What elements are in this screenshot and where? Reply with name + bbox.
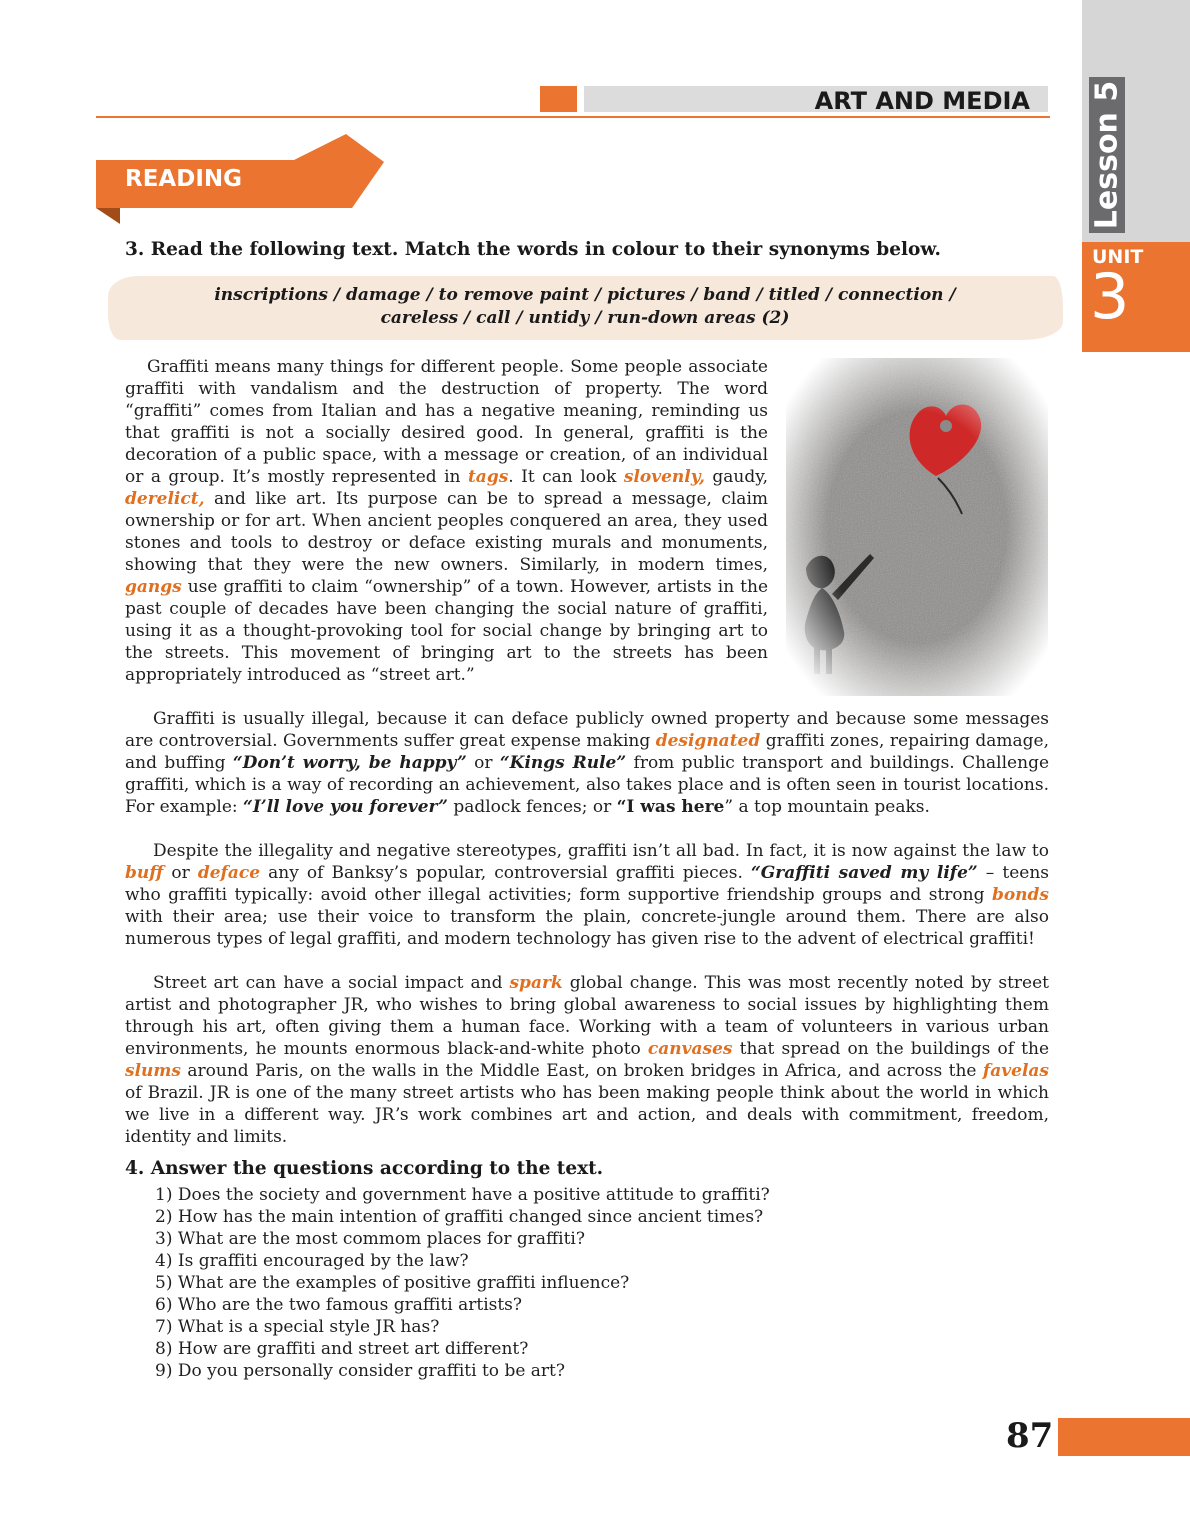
header-divider: [96, 116, 1050, 118]
paragraph-2-text: padlock fences; or: [447, 797, 617, 817]
paragraph-2-text: graffiti zones, repairing damage, and buffing: [125, 731, 1049, 773]
quote: “I was here: [616, 797, 725, 817]
paragraph-1-text: gaudy,: [704, 467, 768, 487]
paragraph-1-text: . It can look: [508, 467, 624, 487]
highlight-word: canvases: [647, 1039, 733, 1059]
quote: “Graffiti saved my life”: [750, 863, 978, 883]
paragraph-3-text: or: [163, 863, 198, 883]
unit-label: UNIT: [1092, 246, 1144, 268]
paragraph-3-text: any of Banksy’s popular, controversial graffiti pieces.: [260, 863, 751, 883]
paragraph-1-text: Graffiti means many things for different people. Some people associate graffiti with vandalism and the destruction of property. The word “graffiti” comes from Italian and has a negative meaning, reminding us that graffiti is not a socially desired good. In general, graffiti is the decoration of a public space, with a message or creation, of an individual or a group. It’s mostly represented in: [125, 357, 768, 487]
paragraph-2-text: ” a top mountain peaks.: [724, 797, 930, 817]
quote: “I’ll love you forever”: [243, 797, 448, 817]
question-item: 8) How are graffiti and street art different?: [155, 1339, 529, 1359]
graffiti-balloon-girl-image: [786, 358, 1048, 696]
quote: “Don’t worry, be happy”: [232, 753, 467, 773]
highlight-word: tags: [467, 467, 509, 487]
question-item: 6) Who are the two famous graffiti artists?: [155, 1295, 523, 1315]
highlight-word: buff: [125, 863, 164, 883]
paragraph-2-text: Graffiti is usually illegal, because it can deface publicly owned property and because some messages are controversial. Governments suffer great expense making: [125, 709, 1049, 751]
header-accent-square: [540, 86, 577, 112]
highlight-word: slums: [125, 1061, 181, 1081]
word-bank-line-2: careless / call / untidy / run-down areas (2): [380, 308, 790, 328]
question-item: 1) Does the society and government have a positive attitude to graffiti?: [155, 1185, 770, 1205]
word-bank-line-1: inscriptions / damage / to remove paint / pictures / band / titled / connection /: [214, 285, 956, 305]
highlight-word: deface: [197, 863, 261, 883]
highlight-word: slovenly,: [623, 467, 705, 487]
paragraph-3-text: – teens who graffiti typically: avoid other illegal activities; form supportive friendship groups and strong: [125, 863, 1050, 905]
question-item: 7) What is a special style JR has?: [155, 1317, 440, 1337]
paragraph-1: [125, 356, 768, 686]
highlight-word: favelas: [982, 1061, 1049, 1081]
paragraph-3: [125, 840, 1049, 950]
highlight-word: spark: [509, 973, 563, 993]
paragraph-4-text: Street art can have a social impact and: [153, 973, 510, 993]
paragraph-3-text: with their area; use their voice to transform the plain, concrete-jungle around them. There are also numerous types of legal graffiti, and modern technology has given rise to the advent of electrical graffiti!: [125, 907, 1049, 949]
question-item: 5) What are the examples of positive graffiti influence?: [155, 1273, 630, 1293]
question-item: 2) How has the main intention of graffiti changed since ancient times?: [155, 1207, 764, 1227]
paragraph-1-text: and like art. Its purpose can be to spread a message, claim ownership or for art. When ancient peoples conquered an area, they used stones and tools to destroy or deface existing murals and monuments, showing that they were the new owners. Similarly, in modern times,: [125, 489, 768, 575]
paragraph-2-text: or: [466, 753, 500, 773]
highlight-word: designated: [655, 731, 761, 751]
quote: “Kings Rule”: [499, 753, 627, 773]
section-label: READING: [125, 166, 242, 192]
paragraph-4-text: that spread on the buildings of the: [732, 1039, 1049, 1059]
question-item: 4) Is graffiti encouraged by the law?: [155, 1251, 469, 1271]
paragraph-2-text: from public transport and buildings. Challenge graffiti, which is a way of recording an achievement, also takes place and is often seen in tourist locations. For example:: [125, 753, 1050, 817]
paragraph-1-text: use graffiti to claim “ownership” of a town. However, artists in the past couple of decades have been changing the social nature of graffiti, using it as a thought-provoking tool for social change by bringing art to the streets. This movement of bringing art to the streets has been appropriately introduced as “street art.”: [125, 577, 768, 685]
paragraph-4-text: of Brazil. JR is one of the many street artists who has been making people think about the world in which we live in a different way. JRʼs work combines art and action, and deals with commitment, freedom, identity and limits.: [125, 1083, 1049, 1147]
paragraph-2: [125, 708, 1049, 818]
page-title: ART AND MEDIA: [814, 87, 1030, 115]
word-bank: [130, 284, 1040, 330]
highlight-word: derelict,: [125, 489, 205, 509]
highlight-word: bonds: [991, 885, 1049, 905]
question-item: 3) What are the most commom places for graffiti?: [155, 1229, 585, 1249]
page-number: 87: [1006, 1416, 1054, 1456]
task-4-heading: 4. Answer the questions according to the text.: [125, 1158, 604, 1179]
page-number-bar: [1058, 1418, 1190, 1456]
question-item: 9) Do you personally consider graffiti to be art?: [155, 1361, 566, 1381]
paragraph-4-text: global change. This was most recently noted by street artist and photographer JR, who wishes to bring global awareness to social issues by highlighting them through his art, often giving them a human face. Working with a team of volunteers in various urban environments, he mounts enormous black-and-white photo: [125, 973, 1049, 1059]
paragraph-4: [125, 972, 1049, 1148]
paragraph-3-text: Despite the illegality and negative stereotypes, graffiti isn’t all bad. In fact, it is now against the law to: [153, 841, 1049, 861]
task-3-heading: 3. Read the following text. Match the words in colour to their synonyms below.: [125, 239, 941, 260]
lesson-label: Lesson 5: [1089, 80, 1125, 230]
highlight-word: gangs: [125, 577, 182, 597]
unit-number: 3: [1090, 260, 1130, 333]
question-list: [155, 1184, 770, 1382]
paragraph-4-text: around Paris, on the walls in the Middle East, on broken bridges in Africa, and across the: [180, 1061, 983, 1081]
